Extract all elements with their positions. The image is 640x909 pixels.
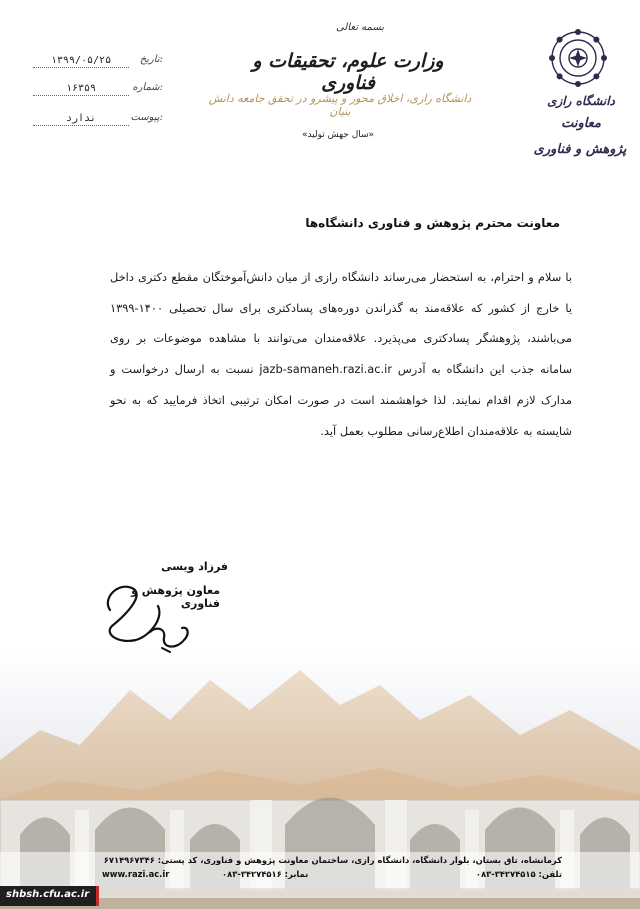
number-value: ۱۶۳۵۹ bbox=[33, 82, 129, 96]
watermark-text: shbsh.cfu.ac.ir bbox=[6, 889, 90, 900]
letter-body-text: با سلام و احترام، به استحضار می‌رساند دانشگاه رازی از میان دانش‌آموختگان مقطع دکتری داخل یا خارج از کشور که علاقه‌مند به گذراندن دوره‌های پسادکتری برای سال تحصیلی ۱۴۰۰-۱۳۹۹ می‌باشند، پژوهشگر پسادکتری می‌پذیرد. علاقه‌مندان می‌توانند با مشاهده موضوعات بر روی سامانه جذب این دانشگاه به آدرس jazb-samaneh.razi.ac.ir نسبت به ارسال درخواست و مدارک لازم اقدام نمایند. لذا خواهشمند است در صورت امکان ترتیبی اتخاذ فرمایید که به نحو شایسته به علاقه‌مندان اطلاع‌رسانی مطلوب بعمل آید. bbox=[110, 270, 572, 438]
university-name: دانشگاه رازی bbox=[547, 94, 615, 108]
footer-phone: تلفن: ۳۴۲۷۴۵۱۵-۰۸۳ bbox=[475, 869, 562, 879]
attachment-value: ندارد bbox=[33, 112, 129, 126]
number-field bbox=[33, 82, 163, 98]
date-label: تاریخ: bbox=[139, 54, 163, 65]
bismillah: بسمه تعالی bbox=[335, 22, 385, 33]
footer-fax: نمابر: ۳۴۲۷۴۵۱۶-۰۸۳ bbox=[222, 869, 309, 879]
university-slogan: دانشگاه رازی، اخلاق محور و پیشرو در تحقق جامعه دانش بنیان bbox=[208, 92, 472, 118]
footer-address: کرمانشاه، تاق بستان، بلوار دانشگاه، دانشگاه رازی، ساختمان معاونت پژوهش و فناوری، کد پستی: ۶۷۱۴۹۶۷۳۴۶ bbox=[103, 855, 562, 865]
letter-body bbox=[110, 262, 572, 446]
year-motto: «سال جهش تولید» bbox=[301, 130, 375, 140]
attachment-field bbox=[33, 112, 163, 128]
department-name: پژوهش و فناوری bbox=[533, 142, 627, 157]
date-field bbox=[33, 54, 163, 70]
signatory-title: معاون پژوهش و فناوری bbox=[131, 584, 220, 610]
letter-salutation: معاونت محترم پژوهش و فناوری دانشگاه‌ها bbox=[305, 216, 560, 230]
deputy-label: معاونت bbox=[561, 116, 601, 131]
attachment-label: پیوست: bbox=[130, 112, 163, 123]
razi-university-emblem-icon bbox=[548, 28, 608, 88]
date-value: ۱۳۹۹/۰۵/۲۵ bbox=[33, 54, 129, 68]
ministry-title: وزارت علوم، تحقیقات و فناوری bbox=[252, 50, 444, 94]
source-watermark bbox=[0, 886, 99, 906]
footer-website: www.razi.ac.ir bbox=[102, 869, 170, 879]
signatory-name: فرزاد ویسی bbox=[161, 560, 228, 573]
number-label: شماره: bbox=[132, 82, 163, 93]
